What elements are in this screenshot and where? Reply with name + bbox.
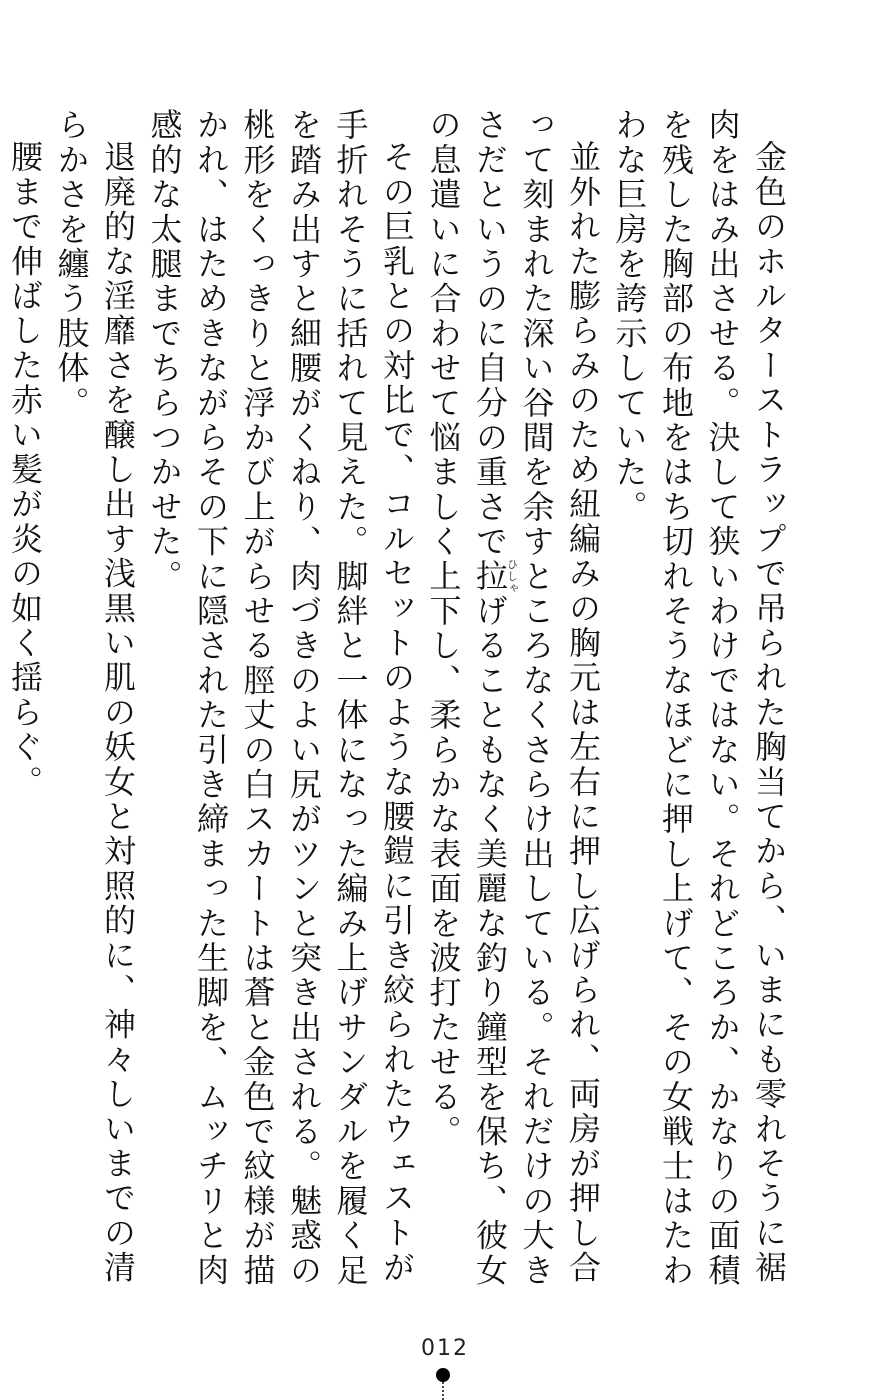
page-number: 012 <box>421 1336 469 1361</box>
paragraph-2-part-2: げることもなく美麗な釣り鐘型を保ち、彼女の息遣いに合わせて悩ましく上下し、柔らかな表面を波打たせる。 <box>424 108 509 1288</box>
ruby-hisha <box>471 558 519 595</box>
paragraph-4: 退廃的な淫靡さを醸し出す浅黒い肌の妖女と対照的に、神々しいまでの清らかさを纏う肢体。 <box>52 108 137 1286</box>
page-marker-line <box>442 1382 444 1400</box>
page-marker-dot-icon <box>436 1368 450 1382</box>
paragraph-3: その巨乳との対比で、コルセットのような腰鎧に引き絞られたウェストが手折れそうに括れて見えた。脚絆と一体になった編み上げサンダルを履く足を踏み出すと細腰がくねり、肉づきのよい尻がツンと突き出される。魅惑の桃形をくっきりと浮かび上がらせる脛丈の白スカートは蒼と金色で紋様が描かれ、はためきながらその下に隠された引き締まった生脚を、ムッチリと肉感的な太腿までちらつかせた。 <box>145 108 416 1288</box>
ruby-base: 拉 <box>471 558 509 595</box>
paragraph-5: 腰まで伸ばした赤い髪が炎の如く揺らぐ。 <box>6 140 44 800</box>
ruby-reading: ひしゃ <box>505 558 519 595</box>
paragraph-1: 金色のホルターストラップで吊られた胸当てから、いまにも零れそうに裾肉をはみ出させる。決して狭いわけではない。それどころか、かなりの面積を残した胸部の布地をはち切れそうなほどに押し上げて、その女戦士はたわわな巨房を誇示していた。 <box>610 108 788 1288</box>
paragraph-6 <box>0 108 2 1308</box>
paragraph-2-part-1: 並外れた膨らみのため紐編みの胸元は左右に押し広げられ、両房が押し合って刻まれた深い谷間を余すところなくさらけ出している。それだけの大きさだというのに自分の重さで <box>471 108 602 1288</box>
paragraph-2 <box>420 108 606 1308</box>
vertical-text-block <box>6 108 792 1308</box>
